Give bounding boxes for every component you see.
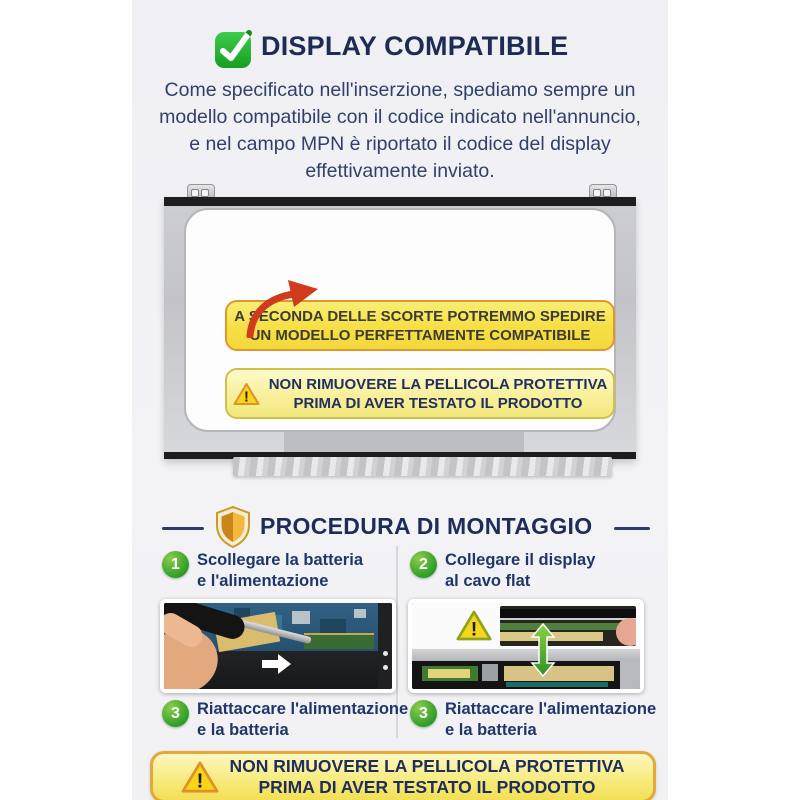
stock-notice-line: A SECONDA DELLE SCORTE POTREMMO SPEDIRE bbox=[234, 307, 606, 325]
step3-right-text bbox=[445, 699, 656, 741]
protective-film-label bbox=[225, 368, 615, 419]
warning-triangle-icon bbox=[233, 382, 260, 406]
red-arrow-icon bbox=[238, 276, 324, 338]
panel-top-bezel bbox=[164, 197, 636, 206]
intro-line: effettivamente inviato. bbox=[305, 160, 495, 182]
photo-battery-disconnect bbox=[160, 599, 396, 693]
connector-inset-photo bbox=[500, 606, 636, 646]
warning-triangle-icon bbox=[456, 609, 492, 642]
svg-text:!: ! bbox=[243, 388, 249, 405]
panel-edge-photo bbox=[412, 649, 640, 689]
film-label-line: NON RIMUOVERE LA PELLICOLA PROTETTIVA bbox=[268, 375, 608, 393]
step2-line: al cavo flat bbox=[445, 572, 531, 590]
step3-line: Riattaccare l'alimentazione bbox=[445, 700, 657, 718]
panel-bottom-shading bbox=[284, 432, 524, 452]
step1-line: e l'alimentazione bbox=[197, 572, 329, 590]
white-arrow-icon bbox=[262, 653, 292, 675]
step3-left-text bbox=[197, 699, 408, 741]
photo-flat-cable-connect bbox=[408, 599, 644, 693]
panel-foil-strip bbox=[233, 457, 612, 476]
svg-text:!: ! bbox=[197, 769, 204, 793]
ram-module bbox=[304, 633, 374, 649]
warning-triangle-icon bbox=[181, 760, 219, 794]
intro-line: modello compatibile con il codice indicato nell'annuncio, bbox=[159, 106, 641, 128]
svg-text:!: ! bbox=[470, 618, 478, 641]
page-title: DISPLAY COMPATIBILE bbox=[261, 31, 569, 61]
intro-line: e nel campo MPN è riportato il codice del display bbox=[189, 133, 611, 155]
step-number-badge: 2 bbox=[410, 551, 437, 578]
film-label-line: PRIMA DI AVER TESTATO IL PRODOTTO bbox=[293, 394, 583, 412]
step2-line: Collegare il display bbox=[445, 551, 596, 569]
check-icon bbox=[213, 27, 257, 69]
connector-pcb bbox=[422, 666, 478, 681]
step3-line: e la batteria bbox=[445, 721, 537, 739]
assembly-section-title: PROCEDURA DI MONTAGGIO bbox=[260, 513, 593, 539]
stock-notice-line: UN MODELLO PERFETTAMENTE COMPATIBILE bbox=[249, 326, 591, 344]
step-number-badge: 1 bbox=[162, 551, 189, 578]
step1-text bbox=[197, 550, 363, 592]
header-rule-right bbox=[614, 527, 650, 530]
green-double-arrow-icon bbox=[530, 623, 556, 677]
intro-line: Come specificato nell'inserzione, spediamo sempre un bbox=[164, 79, 636, 101]
banner-line: NON RIMUOVERE LA PELLICOLA PROTETTIVA bbox=[229, 756, 625, 776]
shield-icon bbox=[213, 505, 253, 549]
finger bbox=[616, 618, 636, 646]
step-number-badge: 3 bbox=[410, 700, 437, 727]
banner-line: PRIMA DI AVER TESTATO IL PRODOTTO bbox=[258, 777, 596, 797]
chassis-edge bbox=[378, 603, 392, 689]
footer-warning-banner bbox=[150, 751, 656, 800]
step2-text bbox=[445, 550, 595, 592]
connector-photo-top bbox=[412, 603, 640, 649]
intro-paragraph bbox=[132, 77, 668, 185]
step3-line: Riattaccare l'alimentazione bbox=[197, 700, 409, 718]
step3-line: e la batteria bbox=[197, 721, 289, 739]
flat-cable bbox=[504, 666, 614, 681]
step-number-badge: 3 bbox=[162, 700, 189, 727]
header-rule-left bbox=[162, 527, 204, 530]
step1-line: Scollegare la batteria bbox=[197, 551, 363, 569]
